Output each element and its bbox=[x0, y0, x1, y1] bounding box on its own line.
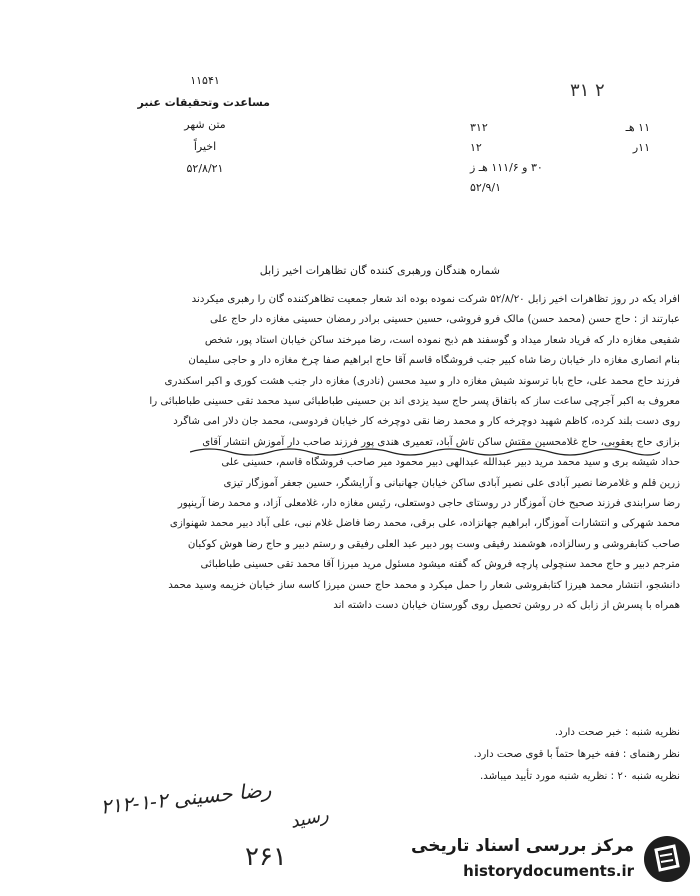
body-line: معروف به اکبر آجرچی ساعت ساز که باتفاق پسر حاج سید یزدی اند بن حسینی طباطبائی سید محمد تقی حسینی طباطبائی را bbox=[149, 396, 680, 408]
body-line: بنام انصاری مغازه دار خیابان رضا شاه کبیر جنب فروشگاه قاسم آقا حاج ابراهیم صفا چرخ مغازه دار و حاجی سلیمان bbox=[188, 355, 680, 367]
watermark bbox=[411, 832, 690, 888]
body-line: صاحب کتابفروشی و رسالزاده، هوشمند رفیقی وست پور دبیر عبد العلی رفیقی و رستم دبیر و حاج رضا هوش کوکبان bbox=[187, 538, 680, 550]
header-right-label-2: ۱۱ر bbox=[632, 141, 650, 154]
body-line: همراه با پسرش از زابل که در روشن تحصیل روی گورستان خیابان دست داشته اند bbox=[333, 600, 680, 612]
watermark-title: مرکز بررسی اسناد تاریخی bbox=[411, 836, 634, 856]
watermark-url: historydocuments.ir bbox=[463, 862, 634, 880]
header-date: ۵۲/۸/۲۱ bbox=[186, 162, 224, 175]
header-right-label-1: ۱۱ هـ bbox=[625, 121, 650, 134]
office-name: مساعدت وتحقیقات عنبر bbox=[137, 96, 270, 109]
location-label: متن شهر bbox=[184, 118, 226, 131]
handwritten-underline bbox=[190, 446, 660, 456]
footer-line: نظریه شنبه : خبر صحت دارد. bbox=[554, 727, 680, 738]
body-line: فرزند حاج محمد علی، حاج بابا ترسوند شیش مغازه دار و سید محسن (نادری) مغازه دار جنب هشت کوری و اکبر اسکندری bbox=[164, 375, 680, 387]
body-line: حداد شیشه بری و سید محمد مرید دبیر عبدالله عبدالهی دبیر محمود میر صاحب فروشگاه قاسم، حسینی علی bbox=[221, 457, 680, 469]
subject-line: شماره هندگان ورهبری کننده گان تظاهرات اخیر زابل bbox=[259, 264, 500, 277]
body-line: زرین قلم و غلامرضا نصیر آبادی علی نصیر آبادی ساکن خیابان جهانبانی و آرایشگر، حسین جعفر آموزگار تیزی bbox=[223, 477, 680, 489]
archive-logo-icon bbox=[644, 836, 690, 882]
header-right-value-2: ۱۲ bbox=[470, 141, 482, 154]
body-line: محمد شهرکی و انتشارات آموزگار، ابراهیم جهانزاده، علی برقی، محمد رضا فاضل غلام نبی، علی آباد دبیر محمد شهنوازی bbox=[169, 518, 680, 530]
body-line: مترجم دبیر و حاج محمد سنچولی پارچه فروش که گفته میشود مسئول مرید میرزا آقا محمد تقی حسینی طباطبائی bbox=[200, 559, 680, 571]
header-right-value-1: ۳۱۲ bbox=[470, 121, 488, 134]
body-line: رضا سرابندی فرزند صحیح خان آموزگار در روستای حاجی دوستعلی، رئیس مغازه دار، غلامعلی آزاد، و محمد رضا آرینپور bbox=[177, 498, 680, 510]
header-left-block bbox=[137, 70, 270, 180]
handwritten-number: ۲۶۱ bbox=[245, 842, 287, 872]
header-right-line-3: ۳۰ و ۱۱۱/۶ هـ ز bbox=[470, 161, 543, 174]
body-line: عبارتند از : حاج حسن (محمد حسن) مالک فرو فروشی، حسین حسینی برادر رمضان حسینی مغازه دار حاج علی bbox=[209, 314, 680, 326]
handwritten-note: ۲۱۲-۱-۲ رضا حسینی bbox=[99, 777, 273, 819]
footer-notes bbox=[40, 722, 680, 788]
header-right-line-4: ۵۲/۹/۱ bbox=[470, 181, 502, 194]
header-right-block bbox=[470, 118, 650, 198]
body-line: روی دست بلند کرده، کاظم شهید دوچرخه کار و محمد رضا نقی دوچرخه کار خیابان فردوسی، محمد جان دلار امی شاگرد bbox=[173, 416, 680, 428]
body-line: بزازی حاج یعقوبی، حاج غلامحسین مقتش ساکن تاش آباد، تعمیری هندی پور فرزند صاحب دار آموزش انتشار آقای bbox=[202, 436, 680, 448]
top-mark: ۳۱ ۲ bbox=[570, 80, 605, 101]
footer-line: نظر رهنمای : ففه خیرها حتماً با قوی صحت دارد. bbox=[473, 749, 680, 760]
handwritten-receipt: رسید bbox=[288, 804, 331, 833]
body-line: شفیعی مغازه دار که فریاد شعار میداد و گوسفند هم ذبح نموده است، رضا میرخند ساکن خیابان استاد پور، شخص bbox=[204, 334, 680, 346]
footer-line: نظریه شنبه ۲۰ : نظریه شنبه مورد تأیید میباشد. bbox=[479, 771, 680, 782]
body-line: دانشجو، انتشار محمد هیرزا کتابفروشی شعار را حمل میکرد و محمد حاج حسن میرزا کاسه ساز خیابان خزیمه وسید محمد bbox=[168, 579, 680, 591]
document-number: ۱۱۵۴۱ bbox=[190, 74, 220, 87]
body-line: افراد یکه در روز تظاهرات اخیر زابل ۵۲/۸/۲۰ شرکت نموده بوده اند شعار جمعیت تظاهرکننده گان را رهبری میکردند bbox=[191, 294, 680, 305]
header-label: اخیراً bbox=[193, 140, 217, 153]
